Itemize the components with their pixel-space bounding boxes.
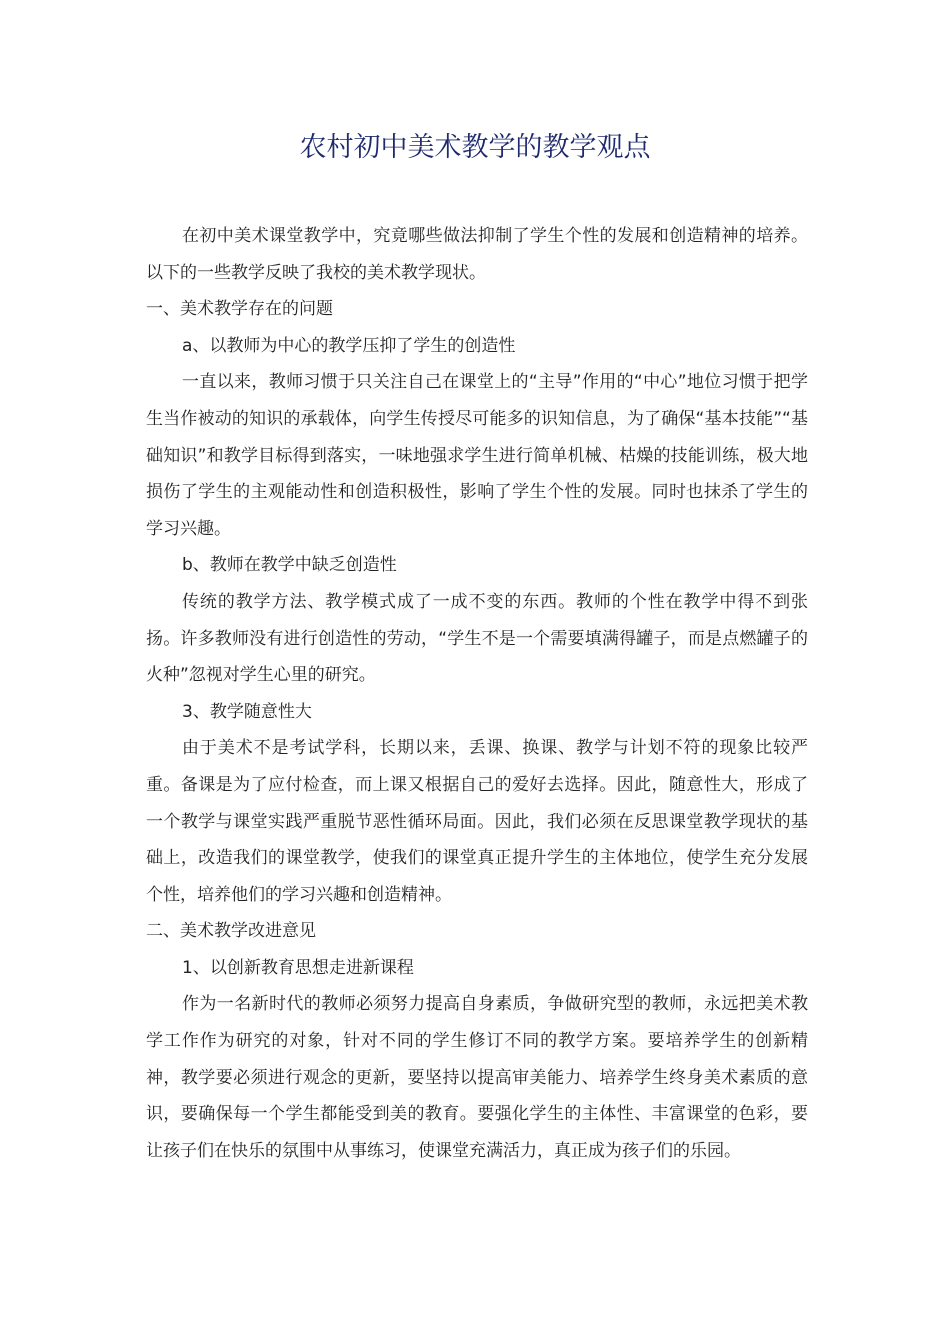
paragraph-innovation: 作为一名新时代的教师必须努力提高自身素质，争做研究型的教师，永远把美术教学工作作为研究的对象，针对不同的学生修订不同的教学方案。要培养学生的创新精神，教学要必须进行观念的更新，要坚持以提高审美能力、培养学生终身美术素质的意识，要确保每一个学生都能受到美的教育。要强化学生的主体性、丰富课堂的色彩，要让孩子们在快乐的氛围中从事练习，使课堂充满活力，真正成为孩子们的乐园。 — [146, 994, 808, 1161]
paragraph-teacher-centered: 一直以来，教师习惯于只关注自己在课堂上的“主导”作用的“中心”地位习惯于把学生当作被动的知识的承载体，向学生传授尽可能多的识知信息，为了确保“基本技能”“基础知识”和教学目标得到落实，一味地强求学生进行简单机械、枯燥的技能训练，极大地损伤了学生的主观能动性和创造积极性，影响了学生个性的发展。同时也抹杀了学生的学习兴趣。 — [146, 372, 808, 539]
document-title: 农村初中美术教学的教学观点 — [299, 132, 651, 163]
subheading-teacher-centered: a、以教师为中心的教学压抑了学生的创造性 — [182, 335, 516, 356]
document-body — [146, 218, 808, 1169]
paragraph-lack-creativity: 传统的教学方法、教学模式成了一成不变的东西。教师的个性在教学中得不到张扬。许多教师没有进行创造性的劳动，“学生不是一个需要填满得罐子，而是点燃罐子的火种”忽视对学生心里的研究。 — [146, 591, 808, 686]
subheading-arbitrary-teaching: 3、教学随意性大 — [182, 701, 312, 722]
intro-paragraph: 在初中美术课堂教学中，究竟哪些做法抑制了学生个性的发展和创造精神的培养。以下的一些教学反映了我校的美术教学现状。 — [146, 226, 808, 283]
section-heading-problems: 一、美术教学存在的问题 — [146, 299, 333, 320]
section-heading-improvements: 二、美术教学改进意见 — [146, 921, 316, 942]
subheading-lack-creativity: b、教师在教学中缺乏创造性 — [182, 555, 397, 576]
paragraph-arbitrary-teaching: 由于美术不是考试学科，长期以来，丢课、换课、教学与计划不符的现象比较严重。备课是为了应付检查，而上课又根据自己的爱好去选择。因此，随意性大，形成了一个教学与课堂实践严重脱节恶性循环局面。因此，我们必须在反思课堂教学现状的基础上，改造我们的课堂教学，使我们的课堂真正提升学生的主体地位，使学生充分发展个性，培养他们的学习兴趣和创造精神。 — [146, 738, 808, 905]
subheading-innovation: 1、以创新教育思想走进新课程 — [182, 957, 414, 978]
